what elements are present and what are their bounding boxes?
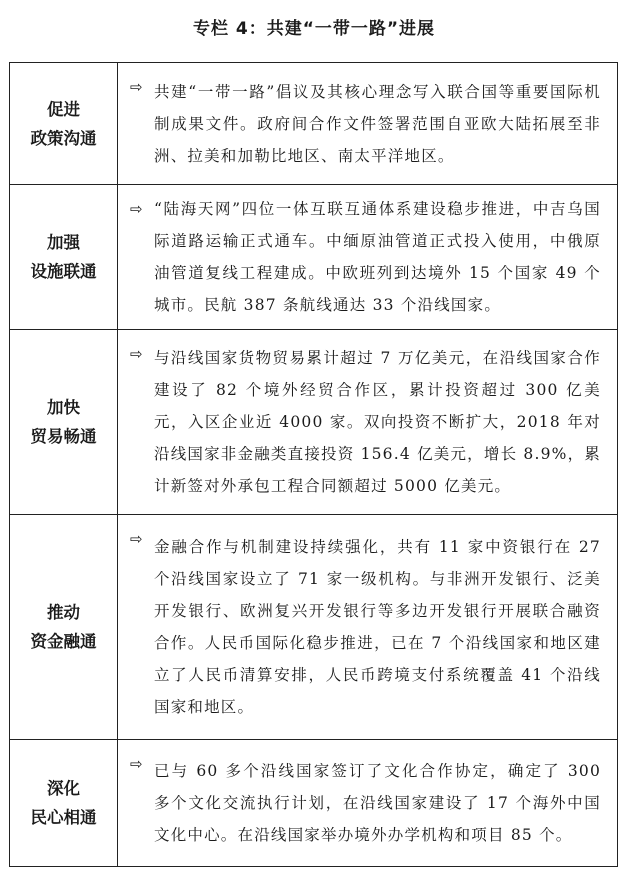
topic-line-1: 加快	[47, 398, 80, 417]
topic-line-2: 政策沟通	[30, 128, 97, 148]
content-cell	[118, 740, 618, 867]
topic-line-2: 设施联通	[30, 262, 97, 281]
table-row	[10, 515, 618, 740]
content-cell	[118, 330, 618, 515]
topic-cell	[10, 63, 118, 185]
page-title: 专栏 4：共建“一带一路”进展	[192, 19, 436, 39]
hollow-arrow-icon: ⇨	[130, 530, 143, 548]
hollow-arrow-icon: ⇨	[130, 78, 143, 96]
hollow-arrow-icon: ⇨	[130, 755, 143, 773]
content-text: 已与 60 多个沿线国家签订了文化合作协定，确定了 300 多个文化交流执行计划，在沿线国家建设了 17 个海外中国文化中心。在沿线国家举办境外办学机构和项目 85 个。	[154, 762, 601, 844]
hollow-arrow-icon: ⇨	[130, 200, 143, 218]
content-text: “陆海天网”四位一体互联互通体系建设稳步推进，中吉乌国际道路运输正式通车。中缅原油管道正式投入使用，中俄原油管道复线工程建成。中欧班列到达境外 15 个国家 49 个城市。民航 387 条航线通达 33 个沿线国家。	[154, 200, 601, 314]
topic-line-1: 加强	[47, 233, 80, 252]
table-row	[10, 63, 618, 185]
topic-cell	[10, 740, 118, 867]
table-row	[10, 185, 618, 330]
table-row	[10, 330, 618, 515]
content-text: 与沿线国家货物贸易累计超过 7 万亿美元，在沿线国家合作建设了 82 个境外经贸合作区，累计投资超过 300 亿美元，入区企业近 4000 家。双向投资不断扩大，2018 年对沿线国家非金融类直接投资 156.4 亿美元，增长 8.9%，累计新签对外承包工程合同额超过 5000 亿美元。	[154, 349, 601, 495]
topic-line-2: 贸易畅通	[30, 427, 97, 446]
topic-line-1: 促进	[47, 99, 80, 119]
content-text: 共建“一带一路”倡议及其核心理念写入联合国等重要国际机制成果文件。政府间合作文件签署范围自亚欧大陆拓展至非洲、拉美和加勒比地区、南太平洋地区。	[154, 82, 601, 165]
content-cell	[118, 63, 618, 185]
topic-line-2: 资金融通	[30, 632, 97, 651]
topic-line-2: 民心相通	[30, 808, 97, 827]
topic-cell	[10, 330, 118, 515]
content-cell	[118, 185, 618, 330]
topic-line-1: 推动	[47, 603, 80, 622]
progress-table	[9, 62, 618, 867]
hollow-arrow-icon: ⇨	[130, 345, 143, 363]
content-text: 金融合作与机制建设持续强化，共有 11 家中资银行在 27 个沿线国家设立了 71 家一级机构。与非洲开发银行、泛美开发银行、欧洲复兴开发银行等多边开发银行开展联合融资合作。人民币国际化稳步推进，已在 7 个沿线国家和地区建立了人民币清算安排，人民币跨境支付系统覆盖 41 个沿线国家和地区。	[154, 538, 601, 716]
content-cell	[118, 515, 618, 740]
table-row	[10, 740, 618, 867]
topic-line-1: 深化	[47, 779, 80, 798]
topic-cell	[10, 185, 118, 330]
topic-cell	[10, 515, 118, 740]
